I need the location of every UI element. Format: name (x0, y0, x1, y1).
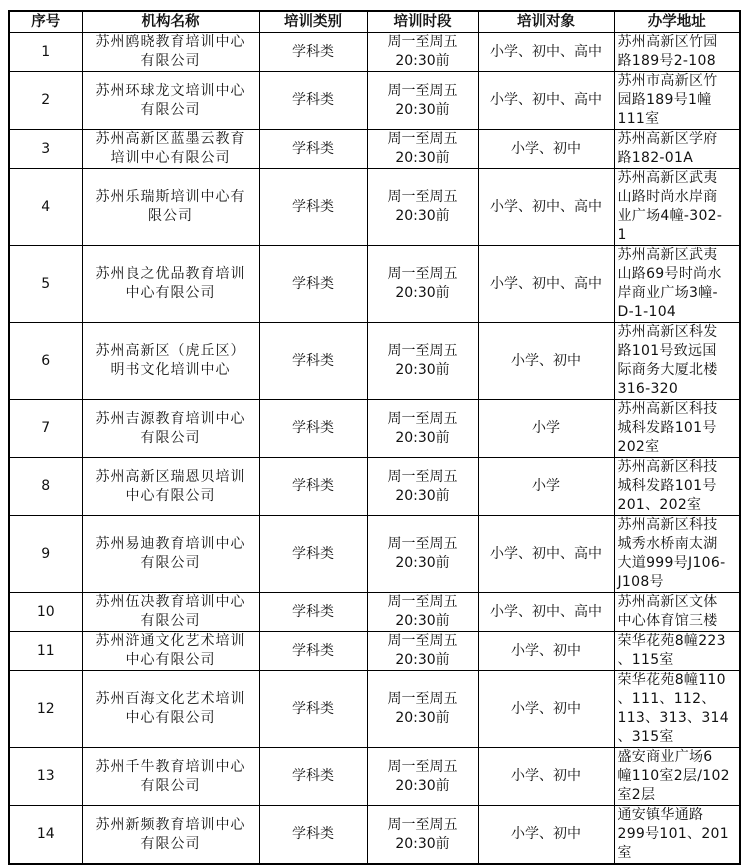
cell-name: 苏州百海文化艺术培训 中心有限公司 (82, 671, 259, 748)
cell-name: 苏州伍决教育培训中心 有限公司 (82, 593, 259, 632)
cell-category: 学科类 (259, 33, 367, 72)
cell-address: 荣华花苑8幢223 、115室 (614, 632, 740, 671)
cell-target: 小学、初中、高中 (478, 72, 614, 130)
cell-target: 小学、初中 (478, 806, 614, 865)
cell-no: 14 (9, 806, 82, 865)
cell-target: 小学、初中、高中 (478, 516, 614, 593)
table-row (9, 632, 740, 671)
cell-name: 苏州吉源教育培训中心 有限公司 (82, 400, 259, 458)
cell-no: 12 (9, 671, 82, 748)
cell-no: 5 (9, 246, 82, 323)
header-target: 培训对象 (478, 11, 614, 33)
cell-time: 周一至周五 20:30前 (367, 169, 478, 246)
cell-address: 苏州高新区武夷 山路69号时尚水 岸商业广场3幢- D-1-104 (614, 246, 740, 323)
table-row (9, 33, 740, 72)
cell-time: 周一至周五 20:30前 (367, 593, 478, 632)
table-row (9, 130, 740, 169)
cell-time: 周一至周五 20:30前 (367, 748, 478, 806)
cell-category: 学科类 (259, 246, 367, 323)
cell-address: 苏州高新区学府 路182-01A (614, 130, 740, 169)
cell-address: 荣华花苑8幢110 、111、112、 113、313、314 、315室 (614, 671, 740, 748)
header-address: 办学地址 (614, 11, 740, 33)
cell-time: 周一至周五 20:30前 (367, 458, 478, 516)
cell-time: 周一至周五 20:30前 (367, 33, 478, 72)
cell-no: 6 (9, 323, 82, 400)
cell-time: 周一至周五 20:30前 (367, 130, 478, 169)
cell-no: 11 (9, 632, 82, 671)
cell-name: 苏州鸥晓教育培训中心 有限公司 (82, 33, 259, 72)
cell-no: 9 (9, 516, 82, 593)
table-row (9, 169, 740, 246)
cell-no: 7 (9, 400, 82, 458)
cell-category: 学科类 (259, 400, 367, 458)
cell-name: 苏州乐瑞斯培训中心有 限公司 (82, 169, 259, 246)
cell-no: 1 (9, 33, 82, 72)
header-row (9, 11, 740, 33)
cell-no: 8 (9, 458, 82, 516)
cell-category: 学科类 (259, 516, 367, 593)
table-row (9, 246, 740, 323)
header-category: 培训类别 (259, 11, 367, 33)
cell-address: 苏州市高新区竹 园路189号1幢 111室 (614, 72, 740, 130)
cell-category: 学科类 (259, 458, 367, 516)
table-row (9, 748, 740, 806)
cell-no: 4 (9, 169, 82, 246)
cell-target: 小学、初中 (478, 748, 614, 806)
cell-target: 小学、初中、高中 (478, 169, 614, 246)
cell-category: 学科类 (259, 748, 367, 806)
cell-address: 苏州高新区竹园 路189号2-108 (614, 33, 740, 72)
table-row (9, 400, 740, 458)
cell-time: 周一至周五 20:30前 (367, 400, 478, 458)
table-row (9, 516, 740, 593)
table-row (9, 323, 740, 400)
cell-target: 小学、初中、高中 (478, 593, 614, 632)
cell-time: 周一至周五 20:30前 (367, 671, 478, 748)
cell-time: 周一至周五 20:30前 (367, 323, 478, 400)
cell-name: 苏州高新区（虎丘区） 明书文化培训中心 (82, 323, 259, 400)
cell-address: 苏州高新区武夷 山路时尚水岸商 业广场4幢-302- 1 (614, 169, 740, 246)
cell-time: 周一至周五 20:30前 (367, 72, 478, 130)
cell-time: 周一至周五 20:30前 (367, 632, 478, 671)
cell-time: 周一至周五 20:30前 (367, 516, 478, 593)
table-row (9, 458, 740, 516)
cell-address: 通安镇华通路 299号101、201 室 (614, 806, 740, 865)
header-name: 机构名称 (82, 11, 259, 33)
cell-category: 学科类 (259, 169, 367, 246)
cell-address: 盛安商业广场6 幢110室2层/102 室2层 (614, 748, 740, 806)
cell-no: 2 (9, 72, 82, 130)
cell-name: 苏州高新区瑞恩贝培训 中心有限公司 (82, 458, 259, 516)
cell-category: 学科类 (259, 130, 367, 169)
cell-target: 小学、初中、高中 (478, 246, 614, 323)
cell-target: 小学 (478, 400, 614, 458)
cell-target: 小学、初中、高中 (478, 33, 614, 72)
header-no: 序号 (9, 11, 82, 33)
table-row (9, 593, 740, 632)
cell-target: 小学、初中 (478, 632, 614, 671)
cell-category: 学科类 (259, 632, 367, 671)
cell-target: 小学、初中 (478, 671, 614, 748)
table-row (9, 671, 740, 748)
header-time: 培训时段 (367, 11, 478, 33)
cell-target: 小学、初中 (478, 130, 614, 169)
cell-name: 苏州新频教育培训中心 有限公司 (82, 806, 259, 865)
cell-category: 学科类 (259, 593, 367, 632)
cell-no: 3 (9, 130, 82, 169)
cell-no: 13 (9, 748, 82, 806)
cell-name: 苏州良之优品教育培训 中心有限公司 (82, 246, 259, 323)
cell-name: 苏州易迪教育培训中心 有限公司 (82, 516, 259, 593)
cell-category: 学科类 (259, 72, 367, 130)
cell-name: 苏州千牛教育培训中心 有限公司 (82, 748, 259, 806)
cell-target: 小学 (478, 458, 614, 516)
cell-target: 小学、初中 (478, 323, 614, 400)
cell-category: 学科类 (259, 323, 367, 400)
cell-address: 苏州高新区科技 城科发路101号 202室 (614, 400, 740, 458)
table-row (9, 806, 740, 865)
cell-address: 苏州高新区科发 路101号致远国 际商务大厦北楼 316-320 (614, 323, 740, 400)
cell-address: 苏州高新区文体 中心体育馆三楼 (614, 593, 740, 632)
cell-address: 苏州高新区科技 城秀水桥南太湖 大道999号J106- J108号 (614, 516, 740, 593)
cell-address: 苏州高新区科技 城科发路101号 201、202室 (614, 458, 740, 516)
cell-name: 苏州高新区蓝墨云教育 培训中心有限公司 (82, 130, 259, 169)
institution-table (8, 10, 741, 865)
cell-category: 学科类 (259, 671, 367, 748)
cell-time: 周一至周五 20:30前 (367, 246, 478, 323)
cell-name: 苏州浒通文化艺术培训 中心有限公司 (82, 632, 259, 671)
cell-time: 周一至周五 20:30前 (367, 806, 478, 865)
cell-category: 学科类 (259, 806, 367, 865)
cell-no: 10 (9, 593, 82, 632)
cell-name: 苏州环球龙文培训中心 有限公司 (82, 72, 259, 130)
table-row (9, 72, 740, 130)
